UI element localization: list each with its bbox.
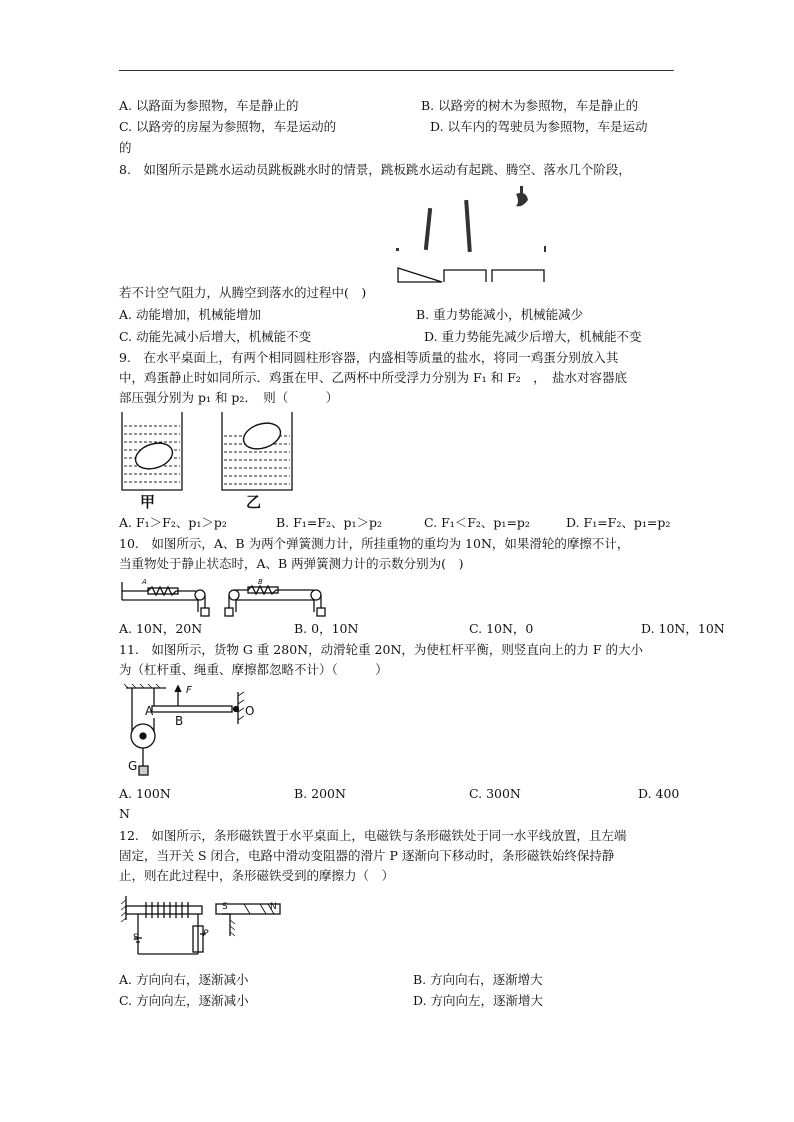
q9-option-d: D. F₁=F₂、p₁=p₂ [566, 515, 671, 530]
fig11-label-f: F [186, 685, 192, 696]
q10-option-b: B. 0，10N [294, 621, 359, 636]
q8-option-c: C. 动能先减小后增大，机械能不变 [119, 329, 312, 344]
diving-figure [394, 186, 554, 290]
q8-option-b: B. 重力势能减小，机械能减少 [416, 307, 584, 322]
q10-option-d: D. 10N，10N [641, 621, 725, 636]
q12-option-d: D. 方向向左，逐渐增大 [413, 993, 544, 1008]
q12-stem-line1: 12. 如图所示，条形磁铁置于水平桌面上，电磁铁与条形磁铁处于同一水平线放置，且左端 [119, 828, 627, 843]
fig10-label-a: A [142, 578, 147, 586]
q11-stem-line2: 为（杠杆重、绳重、摩擦都忽略不计）（ ） [119, 662, 388, 677]
q11-option-b: B. 200N [294, 786, 346, 801]
q12-stem-line2: 固定，当开关 S 闭合，电路中滑动变阻器的滑片 P 逐渐向下移动时，条形磁铁始终保持静 [119, 848, 615, 863]
q11-option-d-wrap: N [119, 806, 130, 821]
q12-option-c: C. 方向向左，逐渐减小 [119, 993, 249, 1008]
fig11-label-a: A [145, 704, 154, 718]
q11-option-a: A. 100N [119, 786, 171, 801]
cup-label-jia: 甲 [140, 493, 156, 511]
q7-option-a: A. 以路面为参照物，车是静止的 [119, 98, 299, 113]
fig12-label-magnet-n: N [270, 902, 277, 912]
q7-option-b: B. 以路旁的树木为参照物，车是静止的 [421, 98, 639, 113]
q11-option-c: C. 300N [469, 786, 521, 801]
q8-option-d: D. 重力势能先减少后增大，机械能不变 [424, 329, 642, 344]
q10-option-a: A. 10N，20N [119, 621, 203, 636]
q8-option-a: A. 动能增加，机械能增加 [119, 307, 261, 322]
q12-stem-line3: 止，则在此过程中，条形磁铁受到的摩擦力（ ） [119, 868, 395, 883]
q12-option-b: B. 方向向右，逐渐增大 [413, 972, 543, 987]
q8-stem-line1: 8. 如图所示是跳水运动员跳板跳水时的情景，跳板跳水运动有起跳、腾空、落水几个阶段， [119, 162, 631, 177]
fig11-label-b: B [175, 714, 184, 728]
q9-stem-line2: 中，鸡蛋静止时如同所示．鸡蛋在甲、乙两杯中所受浮力分别为 F₁ 和 F₂ ， 盐水对容器底 [119, 370, 628, 385]
q9-option-a: A. F₁＞F₂、p₁＞p₂ [119, 515, 227, 530]
q11-option-d: D. 400 [638, 786, 680, 801]
q9-option-c: C. F₁＜F₂、p₁=p₂ [424, 515, 530, 530]
fig12-label-magnet-s: S [222, 902, 228, 912]
fig12-label-switch: S [133, 933, 139, 943]
q11-stem-line1: 11. 如图所示，货物 G 重 280N，动滑轮重 20N，为使杠杆平衡，则竖直向上的力 F 的大小 [119, 642, 644, 657]
q9-stem-line1: 9. 在水平桌面上，有两个相同圆柱形容器，内盛相等质量的盐水，将同一鸡蛋分别放入其 [119, 350, 619, 365]
lever-pulley-figure [118, 684, 258, 784]
q9-stem-line3: 部压强分别为 p₁ 和 p₂． 则（ ） [119, 390, 339, 405]
q10-option-c: C. 10N，0 [469, 621, 534, 636]
fig12-label-p: P [203, 929, 209, 939]
cup-label-yi: 乙 [246, 493, 262, 511]
q10-stem-line1: 10. 如图所示，A、B 为两个弹簧测力计，所挂重物的重均为 10N，如果滑轮的摩擦不计， [119, 536, 630, 551]
q10-stem-line2: 当重物处于静止状态时，A、B 两弹簧测力计的示数分别为( ) [119, 556, 464, 571]
fig11-label-o: O [245, 704, 255, 718]
q7-option-c: C. 以路旁的房屋为参照物，车是运动的 [119, 119, 337, 134]
q8-stem-line2: 若不计空气阻力，从腾空到落水的过程中( ) [119, 285, 367, 300]
q7-option-d: D. 以车内的驾驶员为参照物，车是运动 [430, 119, 648, 134]
fig11-label-g: G [128, 759, 138, 773]
header-rule [119, 70, 674, 71]
q9-option-b: B. F₁=F₂、p₁＞p₂ [276, 515, 382, 530]
q12-option-a: A. 方向向右，逐渐减小 [119, 972, 249, 987]
q7-option-d-wrap: 的 [119, 140, 132, 155]
spring-scales-figure [118, 578, 338, 618]
fig10-label-b: B [258, 578, 263, 586]
